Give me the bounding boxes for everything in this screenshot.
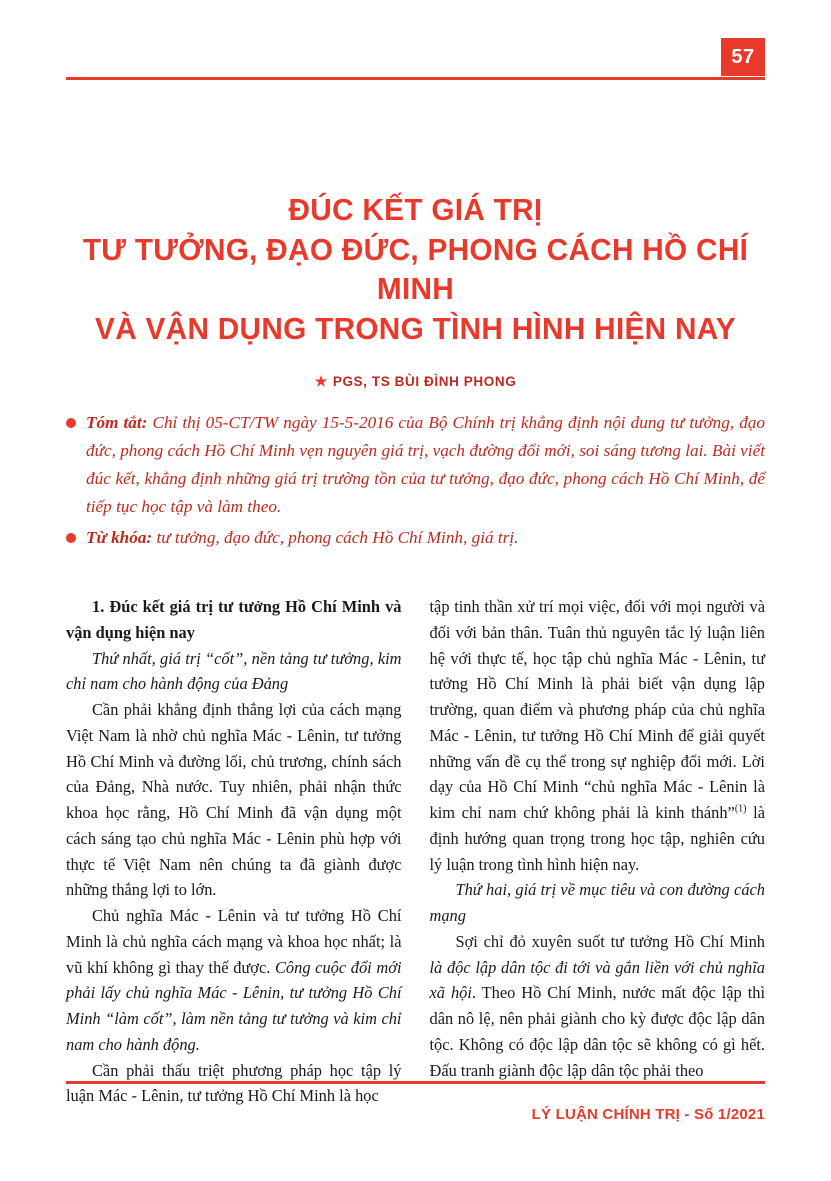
- paragraph-right-2c: . Theo Hồ Chí Minh, nước mất độc lập thì dân nô lệ, nên phải giành cho kỳ được độc lập dân tộc. Không có độc lập dân tộc sẽ không có gì hết. Đấu tranh giành độc lập dân tộc phải theo: [429, 983, 766, 1080]
- title-line-2: TƯ TƯỞNG, ĐẠO ĐỨC, PHONG CÁCH HỒ CHÍ MINH: [82, 231, 749, 307]
- paragraph-right-2: [430, 929, 766, 1084]
- author-name: PGS, TS BÙI ĐÌNH PHONG: [332, 374, 517, 389]
- bullet-dot-icon: [66, 418, 76, 428]
- title-line-1: ĐÚC KẾT GIÁ TRỊ: [288, 192, 543, 227]
- footer-issue: - Số 1/2021: [680, 1106, 765, 1123]
- paragraph-right-1: [430, 594, 766, 877]
- abstract-summary: [66, 409, 765, 520]
- paragraph-left-2: [66, 903, 402, 1058]
- abstract-summary-label: Tóm tắt:: [86, 413, 148, 432]
- footer-divider: [66, 1081, 765, 1084]
- paragraph-right-2a: Sợi chỉ đỏ xuyên suốt tư tưởng Hồ Chí Minh: [455, 931, 765, 951]
- footer-journal-line: [532, 1106, 765, 1123]
- sub-heading-second: Thứ hai, giá trị về mục tiêu và con đường cách mạng: [429, 880, 765, 925]
- left-column: [66, 594, 402, 1109]
- abstract-keywords: [66, 524, 765, 552]
- sub-heading-first: Thứ nhất, giá trị “cốt”, nền tảng tư tưởng, kim chỉ nam cho hành động của Đảng: [66, 648, 402, 694]
- paragraph-right-1a: tập tinh thần xử trí mọi việc, đối với mọi người và đối với bản thân. Tuân thủ nguyên tắc lý luận liên hệ với thực tế, học tập chủ nghĩa Mác - Lênin, tư tưởng Hồ Chí Minh là phải biết vận dụng lập trường, quan điểm và phương pháp của chủ nghĩa Mác - Lênin, tư tưởng Hồ Chí Minh để giải quyết những vấn đề cụ thể trong sự nghiệp đổi mới. Lời dạy của Hồ Chí Minh “chủ nghĩa Mác - Lênin là kim chỉ nam chứ không phải là kinh thánh”: [429, 597, 765, 822]
- header-divider: [66, 77, 765, 80]
- author-byline: [66, 373, 765, 390]
- abstract-keywords-label: Từ khóa:: [86, 528, 153, 548]
- article-title: [66, 190, 765, 349]
- paragraph-left-2a: Chủ nghĩa Mác - Lênin và tư tưởng Hồ Chí Minh là chủ nghĩa cách mạng và khoa học nhất; là vũ khí không gì thay thế được.: [66, 906, 402, 977]
- footer-journal-name: LÝ LUẬN CHÍNH TRỊ: [531, 1106, 681, 1123]
- right-column: [430, 594, 766, 1109]
- abstract-keywords-text: tư tưởng, đạo đức, phong cách Hồ Chí Minh, giá trị.: [152, 528, 519, 548]
- title-line-3: VÀ VẬN DỤNG TRONG TÌNH HÌNH HIỆN NAY: [95, 311, 736, 347]
- abstract-summary-text: Chỉ thị 05-CT/TW ngày 15-5-2016 của Bộ Chính trị khẳng định nội dung tư tưởng, đạo đức, phong cách Hồ Chí Minh vẹn nguyên giá trị, vạch đường đổi mới, soi sáng tương lai. Bài viết đúc kết, khẳng định những giá trị trường tồn của tư tưởng, đạo đức, phong cách Hồ Chí Minh, để tiếp tục học tập và làm theo.: [86, 413, 765, 516]
- star-icon: ★: [314, 373, 328, 389]
- section-heading-1: 1. Đúc kết giá trị tư tưởng Hồ Chí Minh và vận dụng hiện nay: [66, 597, 402, 642]
- paragraph-left-1: Cần phải khẳng định thắng lợi của cách mạng Việt Nam là nhờ chủ nghĩa Mác - Lênin, tư tưởng Hồ Chí Minh và đường lối, chủ trương, chính sách của Đảng, Nhà nước. Tuy nhiên, phải nhận thức khoa học rằng, Hồ Chí Minh đã vận dụng một cách sáng tạo chủ nghĩa Mác - Lênin phù hợp với thực tế Việt Nam nên chúng ta đã giành được những thắng lợi to lớn.: [66, 700, 402, 900]
- abstract-block: [66, 409, 765, 556]
- bullet-dot-icon: [66, 533, 76, 543]
- paragraph-right-1b: là định hướng quan trọng trong học tập, nghiên cứu lý luận trong tình hình hiện nay.: [429, 803, 765, 874]
- paragraph-left-2b: Công cuộc đổi mới phải lấy chủ nghĩa Mác - Lênin, tư tưởng Hồ Chí Minh “làm cốt”, làm nền tảng tư tưởng và kim chỉ nam cho hành động.: [66, 957, 402, 1054]
- page-number-badge: 57: [721, 38, 765, 76]
- body-columns: [66, 594, 765, 1109]
- paragraph-right-2b: là độc lập dân tộc đi tới và gắn liền với chủ nghĩa xã hội: [429, 957, 765, 1003]
- paragraph-left-3: Cần phải thấu triệt phương pháp học tập lý luận Mác - Lênin, tư tưởng Hồ Chí Minh là học: [66, 1060, 402, 1106]
- footnote-marker: (1): [734, 803, 747, 815]
